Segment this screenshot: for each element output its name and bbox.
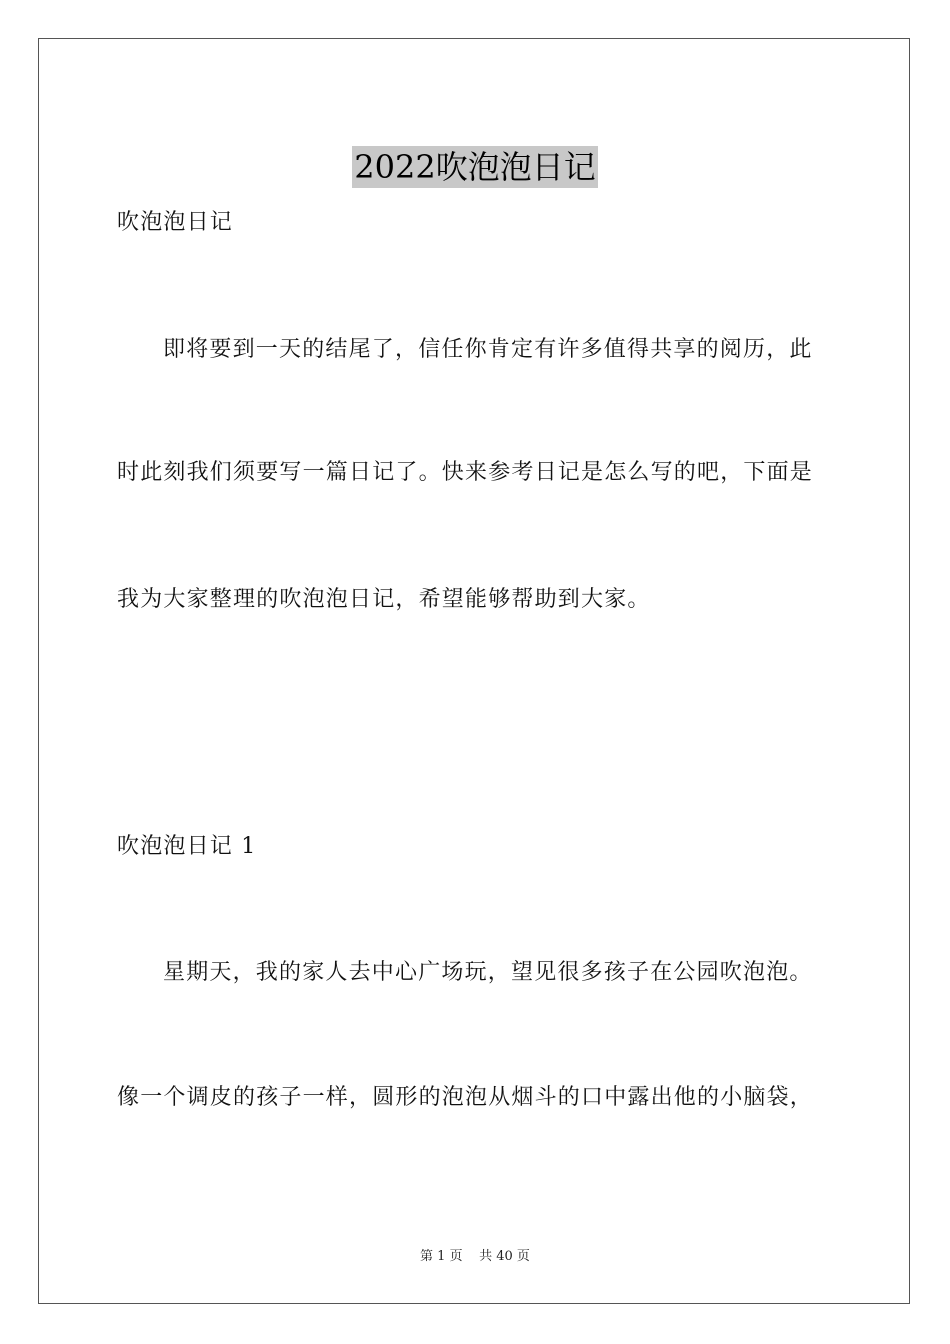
intro-line-3: 我为大家整理的吹泡泡日记，希望能够帮助到大家。 <box>117 587 651 612</box>
page-total: 共 40 页 <box>479 1249 530 1264</box>
section-heading: 吹泡泡日记 <box>117 210 234 235</box>
title-container <box>0 125 950 210</box>
document-title: 2022吹泡泡日记 <box>354 148 596 187</box>
intro-line-1: 即将要到一天的结尾了，信任你肯定有许多值得共享的阅历，此 <box>163 337 813 362</box>
page-footer <box>0 1248 950 1266</box>
intro-line-2: 时此刻我们须要写一篇日记了。快来参考日记是怎么写的吧，下面是 <box>117 460 814 485</box>
entry-line-2: 像一个调皮的孩子一样，圆形的泡泡从烟斗的口中露出他的小脑袋， <box>117 1085 814 1110</box>
entry-heading: 吹泡泡日记 1 <box>117 834 257 859</box>
page-number: 第 1 页 <box>420 1249 463 1264</box>
entry-line-1: 星期天，我的家人去中心广场玩，望见很多孩子在公园吹泡泡。 <box>163 960 813 985</box>
